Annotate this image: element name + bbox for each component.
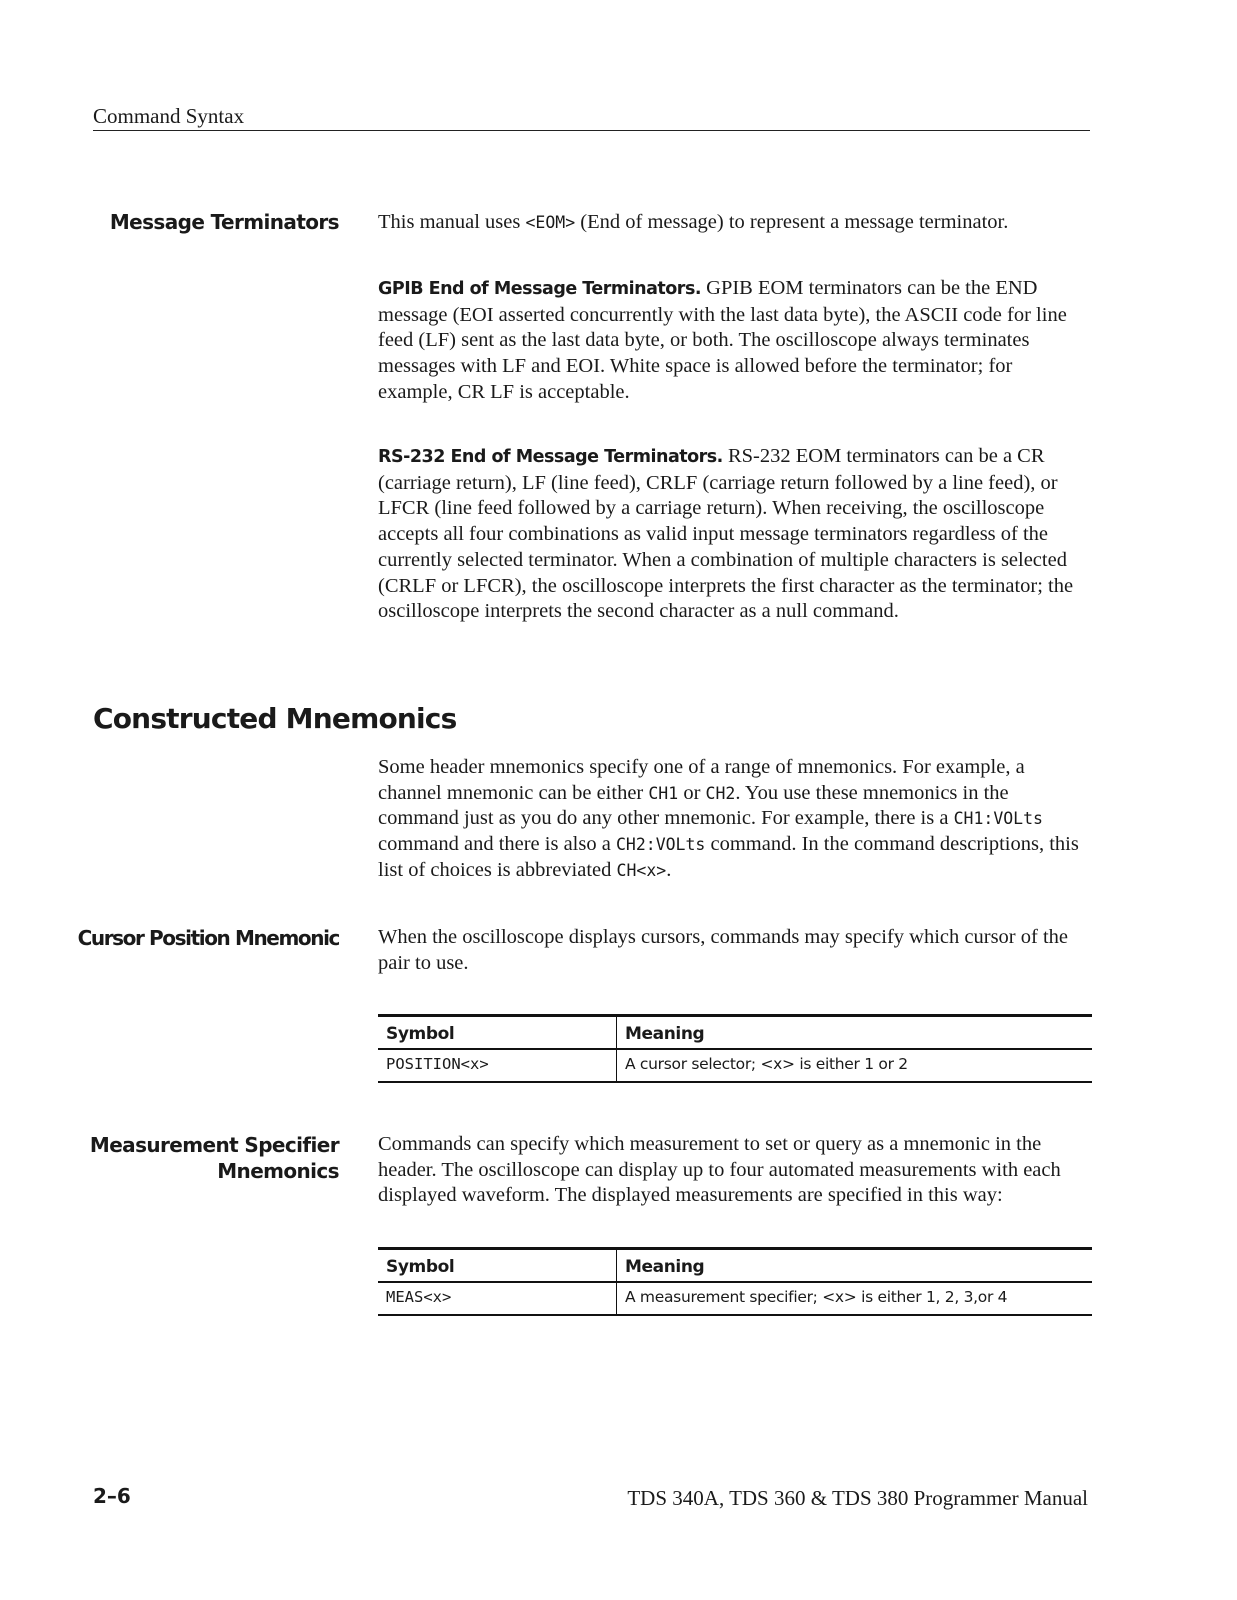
side-heading-line: Mnemonics xyxy=(217,1159,339,1183)
table-row xyxy=(378,1282,1092,1315)
meaning-cell: A cursor selector; <x> is either 1 or 2 xyxy=(617,1049,1093,1082)
side-heading-line: Measurement Specifier xyxy=(89,1133,339,1157)
column-header-meaning: Meaning xyxy=(617,1249,1093,1283)
measurement-specifier-table xyxy=(378,1247,1092,1316)
table-header-row xyxy=(378,1016,1092,1050)
rs232-run-in-heading: RS-232 End of Message Terminators. xyxy=(378,447,723,467)
table-row xyxy=(378,1049,1092,1082)
text-run: command. In the command descriptions, this list of choices is abbreviated xyxy=(378,833,1079,881)
gpib-run-in-heading: GPIB End of Message Terminators. xyxy=(378,279,702,299)
column-header-symbol: Symbol xyxy=(378,1249,617,1283)
ch2-code: CH2 xyxy=(705,783,736,803)
constructed-mnemonics-intro xyxy=(378,755,1088,884)
cursor-position-text: When the oscilloscope displays cursors, commands may specify which cursor of the pair to use. xyxy=(378,926,1068,974)
table-header-row xyxy=(378,1249,1092,1283)
text-run: . You use these mnemonics in the command just as you do any other mnemonic. For example, there is a xyxy=(378,781,1009,830)
symbol-cell: MEAS<x> xyxy=(378,1282,617,1315)
section-heading-constructed-mnemonics: Constructed Mnemonics xyxy=(93,702,457,735)
ch2-volts-code: CH2:VOLts xyxy=(615,835,706,855)
gpib-text: GPIB EOM terminators can be the END message (EOI asserted concurrently with the last data byte), the ASCII code for line feed (LF) sent as the last data byte, or both. The oscilloscope always terminates messages with LF and EOI. White space is allowed before the terminator; for example, CR LF is acceptable. xyxy=(378,277,1067,403)
side-heading-message-terminators: Message Terminators xyxy=(109,210,339,234)
ch1-code: CH1 xyxy=(648,783,679,803)
side-heading-cursor-position: Cursor Position Mnemonic xyxy=(77,926,339,950)
manual-title: TDS 340A, TDS 360 & TDS 380 Programmer Manual xyxy=(627,1486,1088,1510)
eom-code: <EOM> xyxy=(525,213,576,232)
intro-text-pre: This manual uses xyxy=(378,211,526,233)
running-head: Command Syntax xyxy=(93,104,245,128)
page-number: 2–6 xyxy=(93,1484,131,1508)
measurement-specifier-text: Commands can specify which measurement to set or query as a mnemonic in the header. The oscilloscope can display up to four automated measurements with each displayed waveform. The displayed measurements are specified in this way: xyxy=(378,1133,1061,1207)
cursor-position-table xyxy=(378,1014,1092,1083)
intro-text-post: (End of message) to represent a message terminator. xyxy=(575,211,1009,233)
column-header-symbol: Symbol xyxy=(378,1016,617,1050)
message-terminators-intro xyxy=(378,210,1088,236)
text-run: . xyxy=(666,858,672,881)
gpib-paragraph xyxy=(378,276,1088,406)
meaning-cell: A measurement specifier; <x> is either 1, 2, 3,or 4 xyxy=(617,1282,1093,1315)
chx-code: CH<x> xyxy=(616,860,667,880)
rs232-paragraph xyxy=(378,444,1088,625)
ch1-volts-code: CH1:VOLts xyxy=(953,809,1043,829)
header-rule xyxy=(93,130,1090,131)
rs232-text: RS-232 EOM terminators can be a CR (carriage return), LF (line feed), CRLF (carriage return followed by a line feed), or LFCR (line feed followed by a carriage return). When receiving, the oscilloscope accepts all four combinations as valid input message terminators regardless of the currently selected terminator. When a combination of multiple characters is selected (CRLF or LFCR), the oscilloscope interprets the first character as the terminator; the oscilloscope interprets the second character as a null command. xyxy=(378,445,1074,623)
text-run: command and there is also a xyxy=(378,833,616,856)
column-header-meaning: Meaning xyxy=(617,1016,1093,1050)
text-run: Some header mnemonics specify one of a range of mnemonics. For example, a channel mnemonic can be either xyxy=(378,756,1025,804)
side-heading-measurement-specifier xyxy=(90,1132,339,1184)
text-run: or xyxy=(678,781,706,804)
symbol-cell: POSITION<x> xyxy=(378,1049,617,1082)
